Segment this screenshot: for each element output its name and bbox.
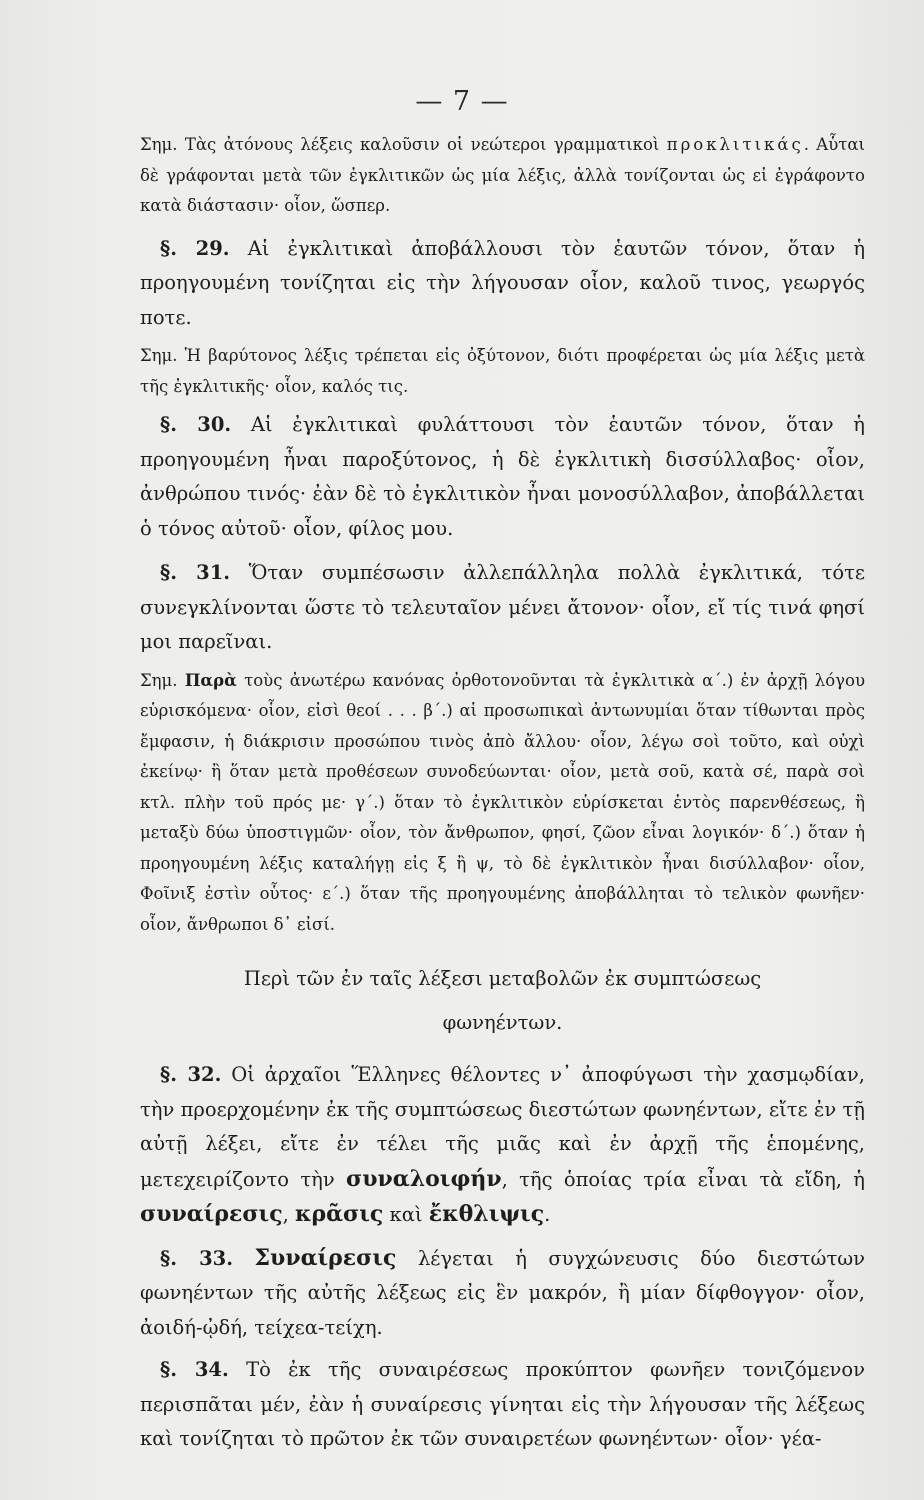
- note-label: Σημ.: [140, 670, 178, 690]
- note-text: Ἡ βαρύτονος λέξις τρέπεται εἰς ὀξύτονον, διότι προφέρεται ὡς μία λέξις μετὰ τῆς ἐγκλιτικῆς· οἷον, καλός τις.: [140, 346, 865, 396]
- section-33: [140, 1241, 865, 1346]
- heading-line: φωνηέντων.: [442, 1011, 563, 1034]
- section-34: [140, 1353, 865, 1457]
- section-text: .: [544, 1203, 551, 1226]
- note-proclitics: [140, 130, 865, 222]
- term-synairesis: συναίρεσις: [140, 1201, 283, 1227]
- note-orthotone: [140, 666, 865, 941]
- section-number: §. 33.: [160, 1246, 233, 1270]
- section-29: [140, 232, 865, 336]
- note-barytone: [140, 341, 865, 402]
- section-text: καὶ: [389, 1203, 423, 1226]
- section-32: [140, 1058, 865, 1233]
- section-number: §. 31.: [160, 561, 231, 584]
- page-number: — 7 —: [415, 86, 509, 117]
- term-krasis: κρᾶσις: [295, 1201, 384, 1227]
- section-text: Ὅταν συμπέσωσιν ἀλλεπάλληλα πολλὰ ἐγκλιτικά, τότε συνεγκλίνονται ὥστε τὸ τελευταῖον μένει ἄτονον· οἷον, εἴ τίς τινά φησί μοι παρεῖναι.: [140, 561, 866, 653]
- section-heading: [140, 962, 865, 1040]
- note-text: τοὺς ἀνωτέρω κανόνας ὀρθοτονοῦνται τὰ ἐγκλιτικὰ α΄.) ἐν ἀρχῇ λόγου εὑρισκόμενα· οἷον, εἰσὶ θεοί . . . β΄.) αἱ προσωπικαὶ ἀντωνυμίαι ὅταν τίθωνται πρὸς ἔμφασιν, ἡ διάκρισιν προσώπου τινὸς ἀπὸ ἄλλου· οἷον, λέγω σοὶ τοῦτο, καὶ οὐχὶ ἐκείνῳ· ἢ ὅταν μετὰ προθέσεων συνοδεύωνται· οἷον, μετὰ σοῦ, κατὰ σέ, παρὰ σοὶ κτλ. πλὴν τοῦ πρός με· γ΄.) ὅταν τὸ ἐγκλιτικὸν εὑρίσκεται ἐντὸς παρενθέσεως, ἢ μεταξὺ δύω ὑποστιγμῶν· οἷον, τὸν ἄνθρωπον, φησί, ζῶον εἶναι λογικόν· δ΄.) ὅταν ἡ προηγουμένη λέξις καταλήγῃ εἰς ξ ἢ ψ, τὸ δὲ ἐγκλιτικὸν ἦναι δισύλλαβον· οἷον, Φοῖνιξ ἐστὶν οὗτος· ε΄.) ὅταν τῆς προηγουμένης ἀποβάλληται τὸ τελικὸν φωνῆεν· οἷον, ἄνθρωποι δ᾿ εἰσί.: [140, 670, 865, 934]
- heading-line: Περὶ τῶν ἐν ταῖς λέξεσι μεταβολῶν ἐκ συμπτώσεως: [243, 967, 762, 990]
- section-text: Αἱ ἐγκλιτικαὶ φυλάττουσι τὸν ἑαυτῶν τόνον, ὅταν ἡ προηγουμένη ἦναι παροξύτονος, ἡ δὲ ἐγκλιτικὴ δισσύλλαβος· οἷον, ἀνθρώπου τινός· ἐὰν δὲ τὸ ἐγκλιτικὸν ἦναι μονοσύλλαβον, ἀποβάλλεται ὁ τόνος αὐτοῦ· οἷον, φίλος μου.: [140, 413, 865, 540]
- section-number: §. 34.: [160, 1358, 229, 1381]
- note-label: Σημ.: [140, 346, 178, 365]
- section-number: §. 30.: [160, 413, 232, 436]
- section-text: Οἱ ἀρχαῖοι Ἕλληνες θέλοντες ν᾿ ἀποφύγωσι τὴν χασμῳδίαν, τὴν προερχομένην ἐκ τῆς συμπτώσεως διεστώτων φωνηέντων, εἴτε ἐν τῇ αὐτῇ λέξει, εἴτε ἐν τέλει τῆς μιᾶς καὶ ἐν ἀρχῇ τῆς ἑπομένης, μετεχειρίζοντο τὴν: [140, 1063, 865, 1191]
- note-label: Σημ.: [140, 135, 178, 154]
- section-text: ,: [282, 1203, 289, 1226]
- section-number: §. 29.: [160, 236, 230, 260]
- term-proclitics: προκλιτικάς: [666, 135, 804, 154]
- term-synairesis-heading: Συναίρεσις: [254, 1244, 397, 1271]
- section-number: §. 32.: [160, 1063, 222, 1086]
- term-synaloiphe: συναλοιφήν: [346, 1165, 502, 1192]
- section-text: Τὸ ἐκ τῆς συναιρέσεως προκύπτον φωνῆεν τονιζόμενον περισπᾶται μέν, ἐὰν ἡ συναίρεσις γίνηται εἰς τὴν λήγουσαν τῆς λέξεως καὶ τονίζηται τὸ πρῶτον ἐκ τῶν συναιρετέων φωνηέντων· οἷον· γέα-: [140, 1358, 866, 1450]
- section-31: [140, 556, 865, 660]
- section-text: λέγεται ἡ συγχώνευσις δύο διεστώτων φωνηέντων τῆς αὐτῆς λέξεως εἰς ἓν μακρόν, ἢ μίαν δίφθογγον· οἷον, ἀοιδή-ᾠδή, τείχεα-τείχη.: [140, 1246, 866, 1339]
- term-ekthlipsis: ἔκθλιψις: [428, 1201, 545, 1227]
- section-text: Αἱ ἐγκλιτικαὶ ἀποβάλλουσι τὸν ἑαυτῶν τόνον, ὅταν ἡ προηγουμένη τονίζηται εἰς τὴν λήγουσαν οἷον, καλοῦ τινος, γεωργός ποτε.: [140, 236, 866, 329]
- note-text: . Αὗται δὲ γράφονται μετὰ τῶν ἐγκλιτικῶν ὡς μία λέξις, ἀλλὰ τονίζονται ὡς εἰ ἐγράφοντο κατὰ διάστασιν· οἷον, ὥσπερ.: [140, 135, 865, 215]
- note-text: Τὰς ἀτόνους λέξεις καλοῦσιν οἱ νεώτεροι γραμματικοὶ: [184, 135, 660, 154]
- section-text: , τῆς ὁποίας τρία εἶναι τὰ εἴδη, ἡ: [501, 1167, 865, 1191]
- page-content: [140, 130, 865, 1457]
- note-lead-word: Παρὰ: [184, 670, 237, 690]
- section-30: [140, 408, 865, 546]
